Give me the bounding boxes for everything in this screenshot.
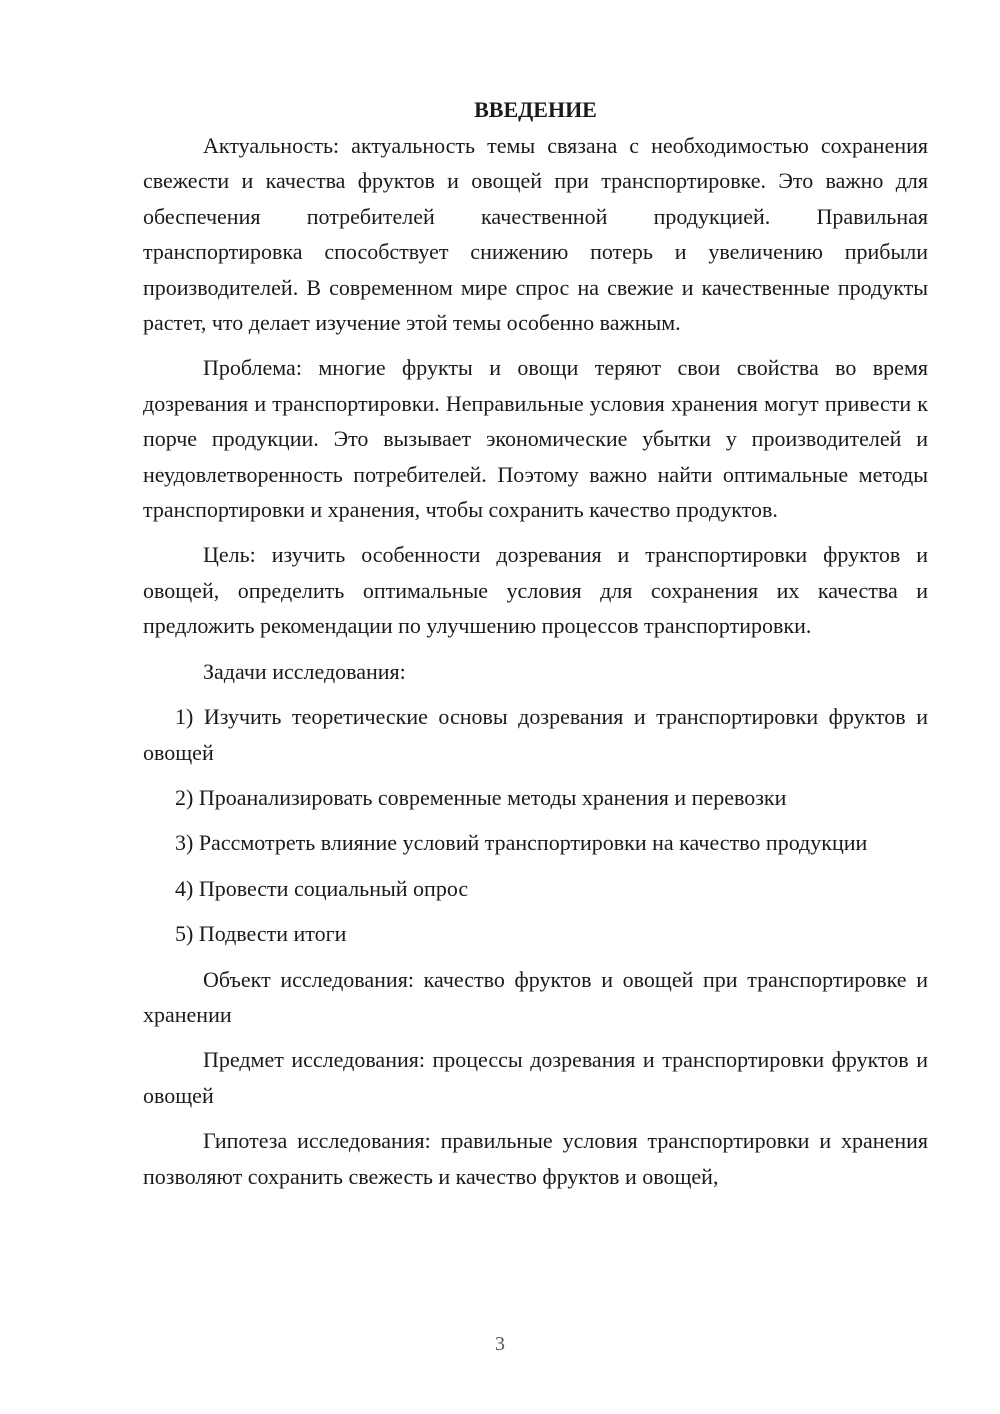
- paragraph-relevance: Актуальность: актуальность темы связана с необходимостью сохранения свежести и качества фруктов и овощей при транспортировке. Это важно для обеспечения потребителей качественной продукцией. Правильная транспортировка способствует снижению потерь и увеличению прибыли производителей. В современном мире спрос на свежие и качественные продукты растет, что делает изучение этой темы особенно важным.: [143, 133, 928, 336]
- paragraph-goal: Цель: изучить особенности дозревания и транспортировки фруктов и овощей, определить оптимальные условия для сохранения их качества и предложить рекомендации по улучшению процессов транспортировки.: [143, 542, 928, 639]
- paragraph-subject: Предмет исследования: процессы дозревания и транспортировки фруктов и овощей: [143, 1047, 928, 1108]
- task-item: 4) Провести социальный опрос: [175, 875, 469, 901]
- paragraph-tasks-heading: Задачи исследования:: [203, 658, 406, 684]
- paragraph-hypothesis: Гипотеза исследования: правильные условия транспортировки и хранения позволяют сохранить свежесть и качество фруктов и овощей,: [143, 1128, 928, 1189]
- page-number: 3: [495, 1333, 505, 1355]
- page-title: ВВЕДЕНИЕ: [474, 97, 597, 122]
- task-item: 3) Рассмотреть влияние условий транспортировки на качество продукции: [175, 830, 868, 856]
- task-item: 5) Подвести итоги: [175, 921, 347, 947]
- task-item: 1) Изучить теоретические основы дозревания и транспортировки фруктов и овощей: [143, 704, 928, 765]
- document-page: [143, 92, 928, 1194]
- paragraph-problem: Проблема: многие фрукты и овощи теряют свои свойства во время дозревания и транспортировки. Неправильные условия хранения могут привести к порче продукции. Это вызывает экономические убытки у производителей и неудовлетворенность потребителей. Поэтому важно найти оптимальные методы транспортировки и хранения, чтобы сохранить качество продуктов.: [143, 355, 928, 523]
- paragraph-object: Объект исследования: качество фруктов и овощей при транспортировке и хранении: [143, 966, 928, 1027]
- task-item: 2) Проанализировать современные методы хранения и перевозки: [175, 784, 787, 810]
